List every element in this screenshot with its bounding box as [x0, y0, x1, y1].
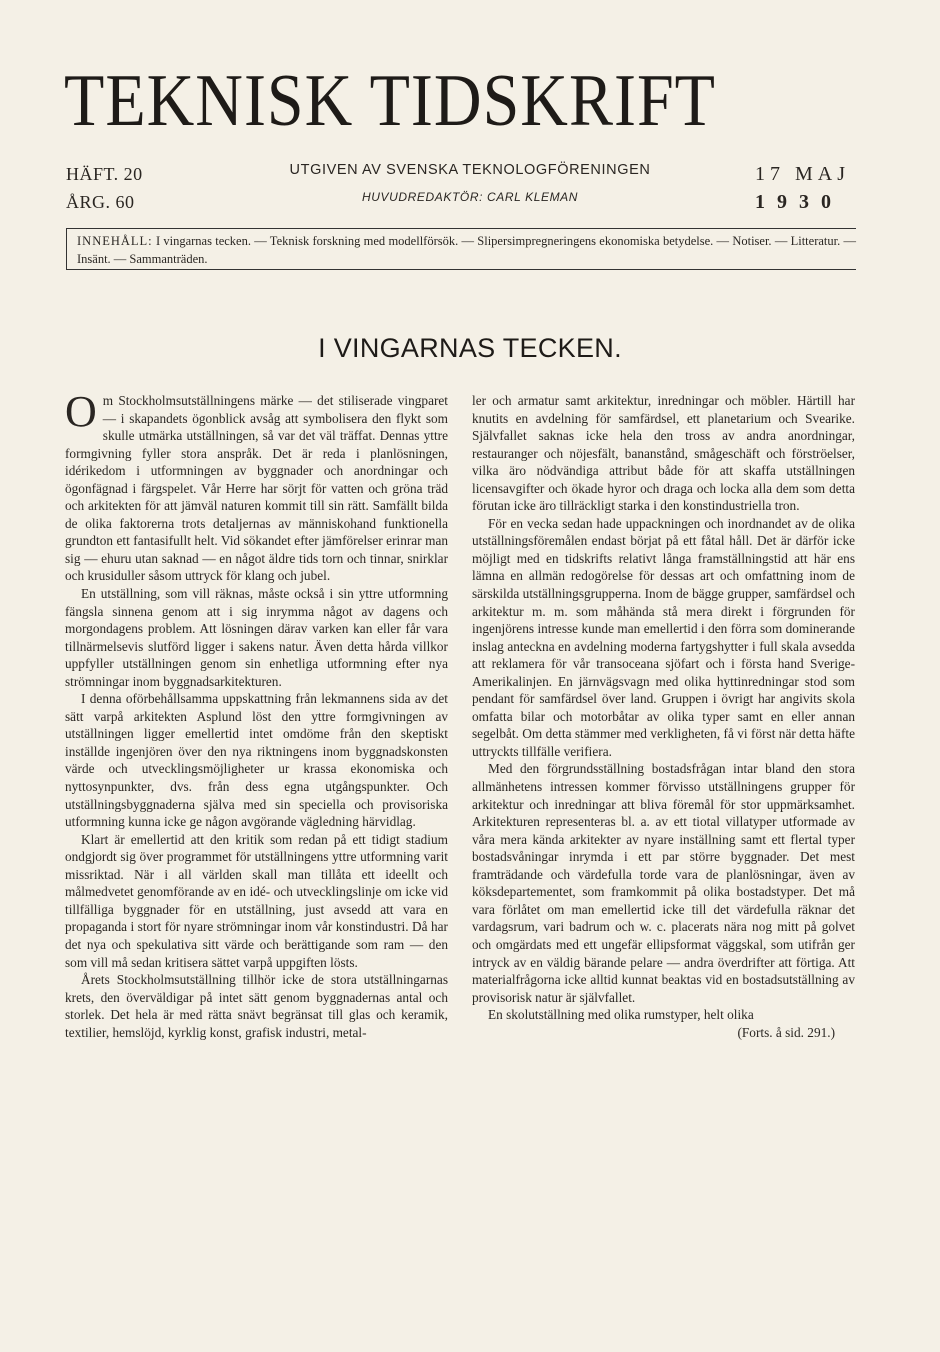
issue-date-day: 17 MAJ	[755, 163, 851, 185]
article-column-left	[65, 387, 448, 1041]
paragraph: Årets Stockholmsutställning tillhör icke de stora utställningarnas krets, den överväldigar på intet sätt genom byggnadernas antal och storlek. Det hela är med rätta snävt begränsat till glas och keramik, textilier, hemslöjd, kyrklig konst, grafisk industri, metal-	[65, 972, 448, 1040]
paragraph	[65, 387, 448, 585]
paragraph: Med den förgrundsställning bostadsfrågan intar bland den stora allmänhetens intressen kommer förvisso utställningens grupper för arkitektur och inredningar att bliva föremål för stor uppmärksamhet. Arkitekturen representeras bl. a. av ett tiotal villatyper utformade av våra mera kända arkitekter av nyare inställning samt ett flertal typer bostadsvåningar inrymda i ett par större byggnader. Det mest framträdande och värdefulla torde vara de planlösningar, även av köksdepartementet, som framkommit på olika bostadstyper. Det må vara förlåtet om man emellertid icke till det värdefulla räknar det vardagsrum, vari badrum och w. c. placerats nära nog mitt på golvet och omgärdats med ett ungefär ellipsformat väggskal, som utifrån ger intryck av en väldig bärande pelare — andra överdrifter att förtiga. Att materialfrågorna icke alltid kunnat beaktas vid en bostadsutställning av provisorisk natur är självfallet.	[472, 761, 855, 1005]
publisher-line: UTGIVEN AV SVENSKA TEKNOLOGFÖRENINGEN	[289, 162, 651, 178]
issue-year: 1930	[755, 191, 843, 213]
paragraph: Klart är emellertid att den kritik som redan på ett tidigt stadium ondgjordt sig över programmet för utställningens yttre utformning varit missriktad. När i all världen skall man tillåta ett ideellt och målmedvetet genomförande av en idé- och utvecklingslinje om icke vid tillfälliga byggnader för en utställning, just avsedd att vara en propaganda i stort för nyare strömningar inom vår konstindustri. Då har det nya och spekulativa sitt värde och berättigande som ram — den som vill må sedan kritisera sättet varpå uppgiften lösts.	[65, 831, 448, 970]
paragraph-text: m Stockholmsutställningens märke — det stiliserade vingparet — i skapandets ögonblick avsåg att symbolisera den flykt som skulle utmärka utställningen, så var det väl träffat. Dennas yttre formgivning fyller stora anspråk. Det är reda i planlösningen, idérikedom i utformningen av byggnader och anordningar och ögonfägnad i färgspelet. Vår Herre har sörjt för vatten och gröna träd och arkitekten för att jämväl naturen kommit till sin rätt. Samfällt bilda de olika faktorerna trots detaljernas av människohand funktionella grundton ett fantasifullt helt. Vid sökandet efter jämförelser erinrar man sig — ehuru utan saknad — en något äldre tids torn och tinnar, snirklar och krusiduller såsom uttryck för klang och jubel.	[65, 393, 448, 584]
publisher-info	[250, 162, 690, 204]
drop-cap: O	[65, 387, 97, 436]
contents-text: I vingarnas tecken. — Teknisk forskning med modellförsök. — Slipersimpregneringens ekonomiska betydelse. — Notiser. — Litteratur. — Insänt. — Sammanträden.	[77, 234, 857, 266]
editor-line: HUVUDREDAKTÖR: CARL KLEMAN	[361, 190, 579, 204]
masthead-title: TEKNISK TIDSKRIFT	[64, 60, 716, 142]
issue-info	[66, 160, 143, 216]
paragraph: En skolutställning med olika rumstyper, helt olika	[488, 1007, 754, 1023]
article-column-right	[472, 392, 855, 1041]
continuation-reference: (Forts. å sid. 291.)	[737, 1024, 835, 1040]
contents-label: INNEHÅLL:	[77, 234, 153, 248]
paragraph: I denna oförbehållsamma uppskattning från lekmannens sida av det sätt varpå arkitekten Asplund löst den yttre formgivningen av utställningen ligger emellertid intet omdöme från den skeptiskt inställde ingenjören över den nya riktningens inom byggnadskonsten värde och utvecklingsmöjligheter ur krassa ekonomiska och nyttosynpunkter, dvs. från dess egna utgångspunkter. Och utställningsbyggnaderna själva med sin speciella och provisoriska utformning kunna icke ge någon avgörande vägledning härvidlag.	[65, 691, 448, 830]
issue-number: HÄFT. 20	[66, 164, 143, 184]
issue-volume: ÅRG. 60	[66, 192, 135, 212]
paragraph: För en vecka sedan hade uppackningen och inordnandet av de olika utställningsföremålen endast börjat på ett fåtal håll. Det är därför icke möjligt med en tidskrifts relativt långa framställningstid att här ens lämna en allmän redogörelse för dessas art och omfattning inom de särskilda utställningsgrupperna. Inom de bägge grupper, samfärdsel och arkitektur m. m. som måhända stå mera direkt i förgrunden för ingenjörens intresse kunde man emellertid i den förra som dominerande inslag anteckna en avdelning moderna fartygshytter i full skala avsedda att reklamera för vår transoceana sjöfart och i första hand Sverige-Amerikalinjen. En järnvägsvagn med olika hyttinredningar stod som pendant för samfärdsel över land. Gruppen i övrigt har angivits skola omfatta bilar och motorbåtar av olika typer samt en eller annan segelbåt. Om detta stämmer med verkligheten, få vi först när detta häfte uttryckts tillfälle verifiera.	[472, 515, 855, 759]
contents-box	[66, 228, 856, 270]
paragraph: En utställning, som vill räknas, måste också i sin yttre utformning fängsla sinnena genom att i sig inrymma något av dagens och morgondagens problem. Att lösningen därav varken kan eller får vara tillnärmelsevis slutförd ligger i sakens natur. Även detta hårda villkor uppfyller utställningen genom sin enhetliga utformning efter nya strömningar inom byggnadsarkitekturen.	[65, 586, 448, 689]
article-title: I VINGARNAS TECKEN.	[318, 333, 622, 363]
issue-date	[755, 160, 860, 216]
paragraph: ler och armatur samt arkitektur, inredningar och möbler. Härtill har knutits en avdelning för samfärdsel, ett planetarium och Svearike. Självfallet saknas icke hela den tross av andra anordningar, restauranger och nöjesfält, bananstånd, smågeschäft och förströelser, vilka äro nödvändiga attribut både för att skaffa utställningen licensavgifter och ökade hyror och draga och locka alla dem som detta förutan icke äro tillräckligt starka i den konstindustriella tron.	[472, 393, 855, 514]
